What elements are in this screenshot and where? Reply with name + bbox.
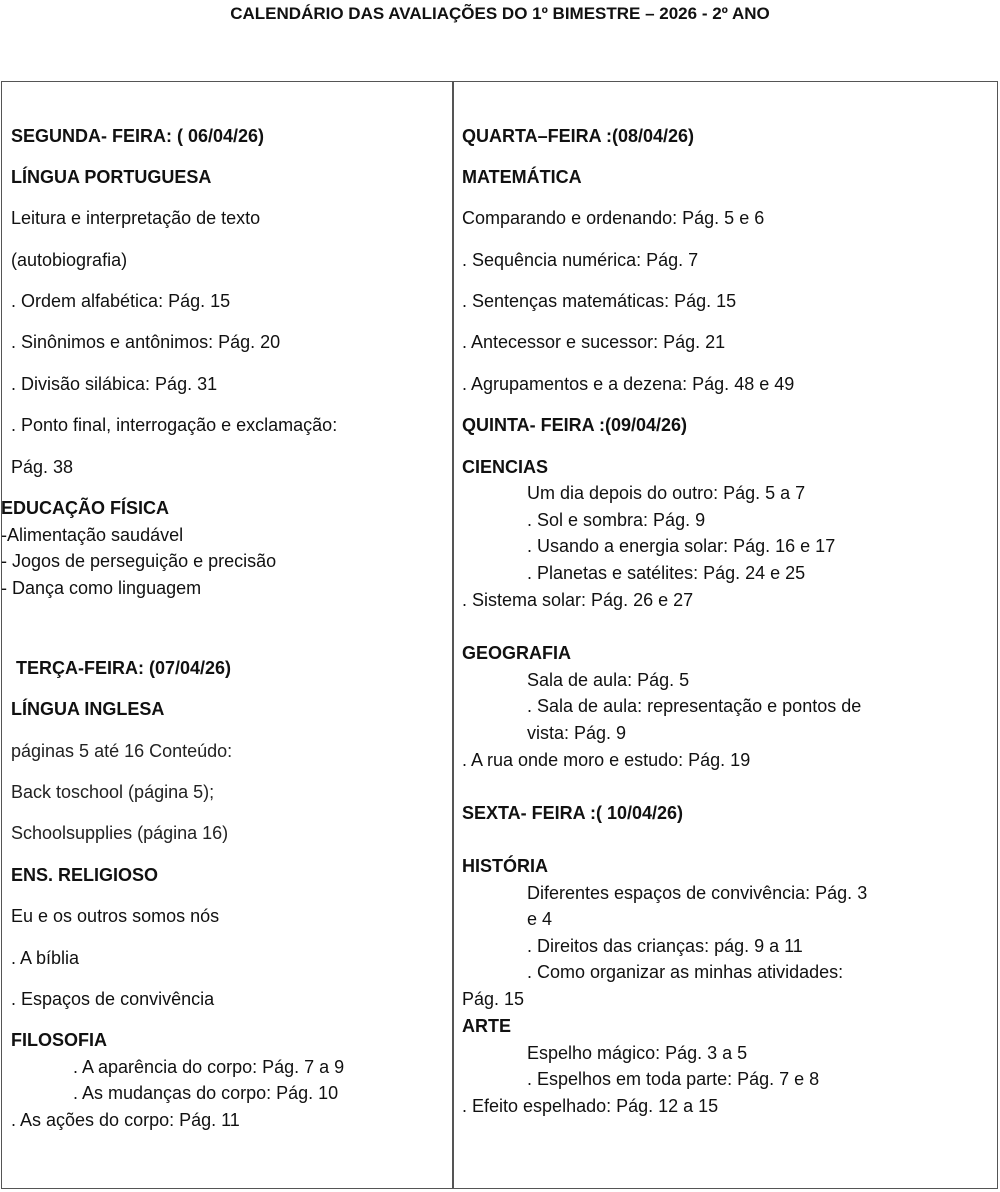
list-item: . As mudanças do corpo: Pág. 10 [73,1083,339,1103]
list-item: e 4 [527,909,553,929]
list-item: Sala de aula: Pág. 5 [527,670,690,690]
day-heading-sexta: SEXTA- FEIRA :( 10/04/26) [462,803,684,823]
list-item: . A aparência do corpo: Pág. 7 a 9 [73,1057,345,1077]
subject-heading-educacao-fisica: EDUCAÇÃO FÍSICA [1,498,170,518]
list-item: . Agrupamentos e a dezena: Pág. 48 e 49 [462,374,795,394]
list-item: . Espaços de convivência [11,989,215,1009]
document-title: CALENDÁRIO DAS AVALIAÇÕES DO 1º BIMESTRE – 2026 - 2º ANO [230,4,770,23]
list-item: Back toschool (página 5); [11,782,215,802]
list-item: vista: Pág. 9 [527,723,627,743]
list-item: . Espelhos em toda parte: Pág. 7 e 8 [527,1069,820,1089]
list-item: . Sala de aula: representação e pontos de [527,696,862,716]
day-heading-quinta: QUINTA- FEIRA :(09/04/26) [462,415,688,435]
list-item: . A bíblia [11,948,80,968]
list-item: . Usando a energia solar: Pág. 16 e 17 [527,536,836,556]
day-heading-quarta: QUARTA–FEIRA :(08/04/26) [462,126,695,146]
list-item: . Direitos das crianças: pág. 9 a 11 [527,936,803,956]
list-item: . Sinônimos e antônimos: Pág. 20 [11,332,281,352]
day-heading-segunda: SEGUNDA- FEIRA: ( 06/04/26) [11,126,265,146]
subject-heading-historia: HISTÓRIA [462,856,549,876]
list-item: Eu e os outros somos nós [11,906,220,926]
list-item: . Como organizar as minhas atividades: [527,962,844,982]
list-item: Um dia depois do outro: Pág. 5 a 7 [527,483,806,503]
day-heading-terca: TERÇA-FEIRA: (07/04/26) [11,658,232,678]
subject-heading-portugues: LÍNGUA PORTUGUESA [11,167,212,187]
list-item: Leitura e interpretação de texto [11,208,261,228]
list-item: Pág. 38 [11,457,74,477]
list-item: . Sequência numérica: Pág. 7 [462,250,699,270]
subject-heading-filosofia: FILOSOFIA [11,1030,107,1050]
list-item: . As ações do corpo: Pág. 11 [11,1110,240,1130]
subject-heading-religioso: ENS. RELIGIOSO [11,865,159,885]
list-item: - Jogos de perseguição e precisão [1,551,277,571]
subject-heading-ciencias: CIENCIAS [462,457,549,477]
list-item: Comparando e ordenando: Pág. 5 e 6 [462,208,765,228]
subject-heading-matematica: MATEMÁTICA [462,167,582,187]
list-item: Schoolsupplies (página 16) [11,823,229,843]
list-item: . Antecessor e sucessor: Pág. 21 [462,332,726,352]
list-item: . Sistema solar: Pág. 26 e 27 [462,590,694,610]
list-item: -Alimentação saudável [1,525,184,545]
list-item: . Ordem alfabética: Pág. 15 [11,291,231,311]
subject-heading-arte: ARTE [462,1016,511,1036]
subject-heading-ingles: LÍNGUA INGLESA [11,699,165,719]
list-item: . Planetas e satélites: Pág. 24 e 25 [527,563,806,583]
subject-heading-geografia: GEOGRAFIA [462,643,572,663]
list-item: . Sol e sombra: Pág. 9 [527,510,706,530]
list-item: . Ponto final, interrogação e exclamação: [11,415,338,435]
list-item: . Divisão silábica: Pág. 31 [11,374,218,394]
list-item: . Efeito espelhado: Pág. 12 a 15 [462,1096,719,1116]
list-item: . A rua onde moro e estudo: Pág. 19 [462,750,751,770]
list-item: Espelho mágico: Pág. 3 a 5 [527,1043,748,1063]
list-item: Pág. 15 [462,989,525,1009]
list-item: . Sentenças matemáticas: Pág. 15 [462,291,737,311]
list-item: (autobiografia) [11,250,128,270]
list-item: Diferentes espaços de convivência: Pág. 3 [527,883,868,903]
column-divider [452,82,454,1188]
list-item: páginas 5 até 16 Conteúdo: [11,741,233,761]
list-item: - Dança como linguagem [1,578,202,598]
